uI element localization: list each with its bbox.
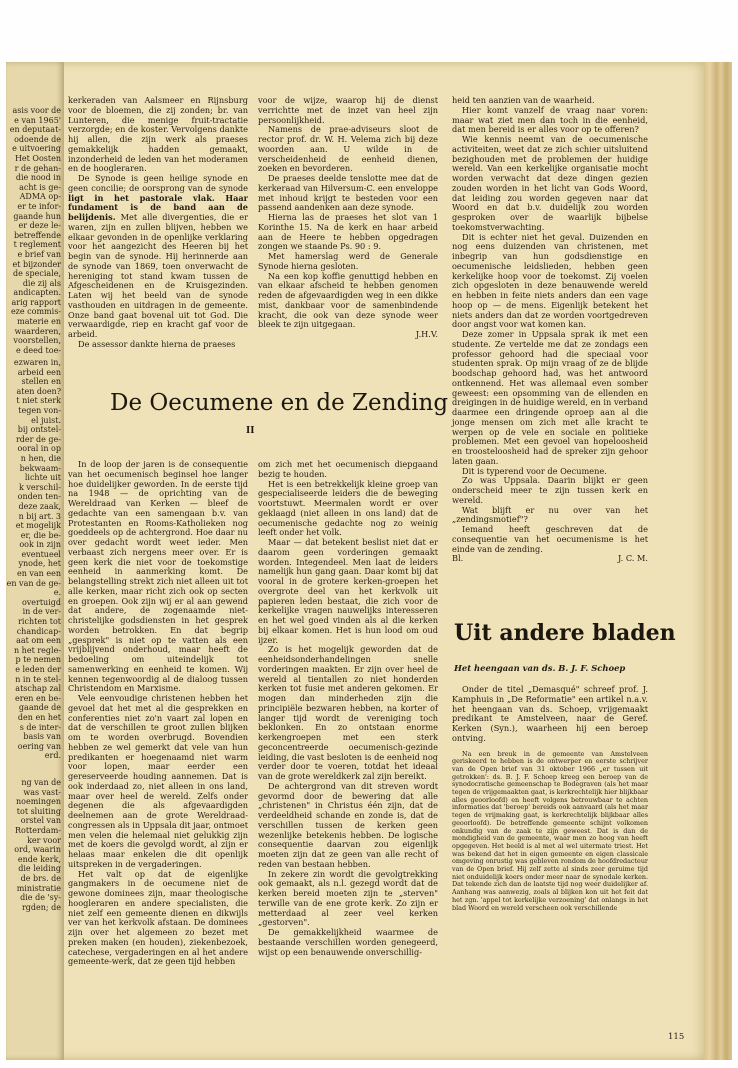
previous-page-line: ooral in op <box>17 444 61 454</box>
previous-page-line: deze zaak, <box>18 501 61 511</box>
previous-page-line: orstel van <box>20 816 61 826</box>
section-title: Uit andere bladen <box>454 620 676 646</box>
synode-report-column-2 <box>258 96 438 340</box>
previous-page-line: ker voor <box>27 835 61 845</box>
paragraph: voor de wijze, waarop hij de dienst verrichtte met de inzet van heel zijn persoonlijkheid. <box>258 95 438 125</box>
previous-page-line: et bijzonder <box>12 259 61 269</box>
previous-page-line: was vast- <box>23 787 61 797</box>
previous-page-line: r de gehan- <box>14 163 61 173</box>
paragraph: Wat blijft er nu over van het „zendingsmotief"? <box>452 504 648 525</box>
previous-page-line: e van 1965' <box>14 115 61 125</box>
book-spine-edge <box>704 62 732 1060</box>
previous-page-line: ezwaren in, <box>13 358 61 367</box>
previous-page-line: Rotterdam- <box>14 825 61 835</box>
previous-page-line: n het regle- <box>13 645 61 655</box>
previous-page-line: de speciale, <box>12 269 61 279</box>
paragraph: Iemand heeft geschreven dat de consequentie van het oecumenisme is het einde van de zending. <box>452 524 648 554</box>
paragraph: De achtergrond van dit streven wordt gevormd door de bewering dat alle „christenen" in Christus één zijn, dat de verdeeldheid schande en zonde is, dat de verschillen tussen de kerken geen wezenlijke betekenis hebben. De logische consequentie daarvan zou eigenlijk moeten zijn dat ze geen van alle recht of reden van bestaan hebben. <box>258 780 438 869</box>
signature-right: J. C. M. <box>617 553 648 564</box>
previous-page-line: richten tot <box>18 617 61 627</box>
previous-page-line: ook in zijn <box>19 540 61 550</box>
previous-page-line: e brief van <box>17 249 61 259</box>
previous-page-line: atschap zal <box>15 684 61 694</box>
previous-page-line: die leiding <box>18 864 61 874</box>
previous-page-line: et mogelijk <box>15 521 61 531</box>
quoted-text: Na een breuk in de gemeente van Amstelveen geriskeerd te hebben is de ontwerper en eerste schrijver van de Open brief van 31 oktober 1966 „er tussen uit getrokken': ds. B. J. F. Schoep kreeg een beroep van de synodocratische gemeenschap te Bodegraven (als het maar tegen de vrijgemaakten gaat, is kerkrechtelijk hier blijkbaar alles geoorloofd) en heeft volgens betrouwbaar te achten informaties dat 'beroep' bereids ook aanvaard (als het maar tegen de vrijmaking gaat, is kerkrechtelijk blijkbaar alles geoorloofd). De betreffende gemeente schijnt volkomen onkundig van de zaak te zijn geweest. Dat is dan de mondigheid van de gemeente, waar men zo hoog van heeft opgegeven. Het beeld is al met al wel uitermate triest. Het was bekend dat het in eigen gemeente en eigen classicale omgeving onrustig was gebleven rondom de hoofdredacteur van de Open brief. Hij zelf zette al sinds zeer geruime tijd niet onduidelijk koers onder meer naar de synodale kerken. Dat tekende zich dan de laatste tijd nog weer duidelijker af. Aanhang was aanwezig, zoals al blijken kon uit het feit dat het zgn. 'appel tot kerkelijke verzoening' dat onlangs in het blad Woord en wereld verscheen ook verschillende <box>452 749 648 912</box>
previous-page-line: ministratie <box>16 883 61 893</box>
previous-page-line: er deze le- <box>18 221 61 231</box>
previous-page-line: p te nemen <box>15 655 61 665</box>
previous-page-line: betreffende <box>13 230 61 240</box>
previous-page-line: tot sluiting <box>16 806 61 816</box>
oecumene-column-1 <box>68 460 248 967</box>
uit-andere-bladen-column <box>452 685 648 912</box>
previous-page-line: rgden; de <box>21 902 61 912</box>
previous-page-line: eventueel <box>21 549 61 559</box>
paragraph: Zo was Uppsala. Daarin blijkt er geen onderscheid meer te zijn tussen kerk en wereld. <box>452 475 648 505</box>
previous-page-line: en van een <box>16 569 61 579</box>
previous-page-edge <box>6 62 64 1060</box>
previous-page-line: er te infor- <box>17 201 61 211</box>
previous-page-line: ng van de <box>21 778 61 787</box>
previous-page-line: n bij art. 3 <box>18 511 61 521</box>
oecumene-column-3 <box>452 96 648 564</box>
previous-page-line: voorstellen, <box>13 336 61 346</box>
previous-page-block-bottom <box>6 778 64 912</box>
previous-page-line: basis van <box>23 732 61 742</box>
paragraph: Wie kennis neemt van de oecumenische activiteiten, weet dat ze zich schier uitsluitend bezighouden met de problemen der huidige wereld. Van een kerkelijke organisatie mocht worden verwacht dat deze dingen gezien zouden worden in het licht van Gods Woord, dat leiding zou worden gegeven naar dat Woord en dat b.v. duidelijk zou worden gesproken over de waarlijk bijbelse toekomstverwachting. <box>452 134 648 232</box>
paragraph: Deze zomer in Uppsala sprak ik met een studente. Ze vertelde me dat ze zondags een professor gehoord had die speciaal voor studenten sprak. Op mijn vraag of ze de blijde boodschap gehoord had, was het antwoord ontkennend. Het was allemaal even somber geweest: een opsomming van de ellenden en dreigingen in de huidige wereld, en in verband daarmee een dringende oproep aan al die jonge mensen om zich met alle kracht te werpen op de vele en sociale en politieke problemen. Met een gevoel van hopeloosheid en troosteloosheid had de spreker zijn gehoor laten gaan. <box>452 329 648 466</box>
paragraph: Hierna las de praeses het slot van 1 Korinthe 15. Na de kerk en haar arbeid aan de Heere te hebben opgedragen zongen we staande Ps. 90 : 9. <box>258 212 438 252</box>
paragraph: om zich met het oecumenisch diepgaand bezig te houden. <box>258 459 438 479</box>
previous-page-line: tegen von- <box>18 405 61 415</box>
previous-page-line: lichte uit <box>24 473 61 483</box>
previous-page-line: bekwaam- <box>19 463 61 473</box>
paragraph: Na een kop koffie genuttigd hebben en van elkaar afscheid te hebben genomen reden de afgevaardigden weg in een dikke mist, dankbaar voor de samenbindende kracht, die ook van deze synode weer bleek te zijn uitgegaan. <box>258 270 438 330</box>
paragraph: Hier komt vanzelf de vraag naar voren: maar wat ziet men dan toch in die eenheid, dat men bereid is er alles voor op te offeren? <box>452 104 648 135</box>
previous-page-line: s de inter- <box>19 722 61 732</box>
paragraph: Het valt op dat de eigenlijke gangmakers in de oecumene niet de gewone dominees zijn, maar theologische hoogleraren en andere specialisten, die niet zelf een gemeente dienen en dikwijls ver van het kerkvolk afstaan. De dominees zijn over het algemeen zo bezet met preken maken (en houden), ziekenbezoek, catechese, vergaderingen en al het andere gemeente-werk, dat ze geen tijd hebben <box>68 868 248 967</box>
signature-left: Bl. <box>452 553 464 564</box>
previous-page-line: e. <box>53 588 61 598</box>
section-subtitle: Het heengaan van ds. B. J. F. Schoep <box>454 663 626 673</box>
previous-page-line: gaande de <box>18 703 61 713</box>
previous-page-line: asis voor de <box>12 106 61 115</box>
previous-page-line: erd. <box>44 751 61 761</box>
previous-page-line: eren en be- <box>15 693 61 703</box>
paragraph: De assessor dankte hierna de praeses <box>78 338 236 349</box>
previous-page-line: oering van <box>17 741 61 751</box>
previous-page-line: odoende de <box>14 134 61 144</box>
previous-page-block-middle <box>6 358 64 761</box>
previous-page-line: onden ten- <box>17 492 61 502</box>
previous-page-line: aten doen? <box>16 386 61 396</box>
previous-page-line: er, die be- <box>20 530 61 540</box>
paragraph: kerkeraden van Aalsmeer en Rijnsburg voor de bloemen, die zij zonden; br. van Lunteren, die menige fruit-tractatie verzorgde; en de koster. Vervolgens dankte hij allen, die zijn werk als praeses gemakkelijk hadden gemaakt, inzonderheid de leden van het moderamen en de hoogleraren. <box>68 95 248 174</box>
paragraph: Dit is echter niet het geval. Duizenden en nog eens duizenden van christenen, met inbegrip van hun godsdienstige en oecumenische leidslieden, hebben geen kerkelijke hoop voor de toekomst. Zij voelen zich opgesloten in deze benauwende wereld en hebben in feite niets anders dan een vage hoop op — de mens. Eigenlijk betekent het niets anders dan dat ze worden voortgedreven door angst voor wat komen kan. <box>452 231 648 330</box>
previous-page-line: eze commis- <box>10 307 61 317</box>
previous-page-line: die zij als <box>22 278 61 288</box>
paragraph: Dit is typerend voor de Oecumene. <box>462 465 607 476</box>
paragraph: heid ten aanzien van de waarheid. <box>452 95 595 105</box>
paragraph: De gemakkelijkheid waarmee de bestaande verschillen worden genegeerd, wijst op een benauwende onverschillig- <box>258 927 438 957</box>
previous-page-line: arig rapport <box>11 297 61 307</box>
previous-page-line: e leden der <box>15 665 61 674</box>
previous-page-line: overtuigd <box>21 597 61 607</box>
previous-page-line: e deed toe- <box>16 345 61 355</box>
previous-page-line: t reglement <box>13 240 61 250</box>
article-part-number: II <box>246 426 255 436</box>
paragraph: Maar — dat betekent beslist niet dat er daarom geen vorderingen gemaakt worden. Integendeel. Men laat de leiders namelijk hun gang gaan. Daar komt bij dat vooral in de grotere kerken-groepen het overgrote deel van het kerkvolk uit papieren leden bestaat, die zich voor de kerkelijke vragen nauwelijks interesseren en het wel goed vinden als al die kerken bij elkaar komen. Het is hun lood om oud ijzer. <box>258 537 438 645</box>
previous-page-line: materie en <box>17 317 61 327</box>
oecumene-column-2 <box>258 460 438 957</box>
previous-page-line: t niet sterk <box>16 396 61 406</box>
paragraph: Namens de prae-adviseurs sloot de rector prof. dr. W. H. Velema zich bij deze woorden aan. U wilde in de verscheidenheid de eenheid dienen, zoeken en bevorderen. <box>258 124 438 174</box>
previous-page-line: chandicap- <box>16 626 61 636</box>
previous-page-line: waarderen, <box>14 326 61 336</box>
previous-page-line: k verschil- <box>18 482 61 492</box>
previous-page-line: in de ver- <box>22 607 61 617</box>
previous-page-line: die nood in <box>15 173 61 183</box>
paragraph: Onder de titel „Demasqué" schreef prof. J. Kamphuis in „De Reformatie" een artikel n.a.v. het heengaan van ds. Schoep, vrijgemaakt predikant te Amstelveen, naar de Geref. Kerken (Syn.), waarheen hij een beroep ontving. <box>452 684 648 743</box>
previous-page-line: en van de ge- <box>6 578 61 588</box>
paragraph: De praeses deelde tenslotte mee dat de kerkeraad van Hilversum-C. een enveloppe met inhoud krijgt te besteden voor een passend aandenken aan deze synode. <box>258 173 438 213</box>
previous-page-line: de brs. de <box>20 873 61 883</box>
previous-page-line: noemingen <box>15 797 61 807</box>
bold-phrase: ligt in het pastorale vlak. Haar fundament is de band aan de belijdenis. <box>68 192 248 222</box>
synode-report-column-1 <box>68 96 248 350</box>
signature: J.H.V. <box>415 329 438 339</box>
previous-page-line: Het Oosten <box>14 153 61 163</box>
previous-page-line: aat om een <box>16 636 61 646</box>
previous-page-line: ADMA op- <box>19 192 61 202</box>
page-number: 115 <box>668 1032 685 1042</box>
previous-page-line: ynode, het <box>18 559 61 569</box>
previous-page-line: acht is ge- <box>19 182 61 192</box>
article-signature <box>452 554 648 564</box>
paragraph: Met hamerslag werd de Generale Synode hierna gesloten. <box>258 251 438 271</box>
previous-page-line: bij ontstel- <box>17 425 61 435</box>
previous-page-line: stellen en <box>21 377 61 387</box>
previous-page-line: gaande hun <box>13 211 61 221</box>
previous-page-line: n hen, die <box>20 453 61 463</box>
paragraph: Vele eenvoudige christenen hebben het gevoel dat het met al die gesprekken en conferenties niet zo'n vaart zal lopen en dat de verschillen te groot zullen blijken om te worden overbrugd. Bovendien hebben ze wel gemerkt dat vele van hun predikanten er hoegenaamd niet warm voor lopen, maar eerder een gereserveerde houding aannemen. Dat is ook inderdaad zo, niet alleen in ons land, maar over heel de wereld. Zelfs onder degenen die als afgevaardigden deelnemen aan de grote Wereldraad-congressen als in Uppsala dit jaar, ontmoet men velen die helemaal niet gelukkig zijn met de koers die gevolgd wordt, al zijn er helaas maar enkelen die dit openlijk uitspreken in de vergaderingen. <box>68 693 248 869</box>
previous-page-line: e uitvoering <box>12 144 61 154</box>
previous-page-block-top <box>6 106 64 355</box>
previous-page-line: rder de ge- <box>15 434 61 444</box>
previous-page-line: el juist. <box>31 415 61 425</box>
previous-page-line: ende kerk, <box>17 854 61 864</box>
previous-page-line: ord, waarin <box>14 845 61 855</box>
previous-page-line: en deputaat- <box>9 125 61 135</box>
previous-page-line: andicapten. <box>13 288 61 298</box>
previous-page-line: n in te stel- <box>15 674 61 684</box>
previous-page-line: den en het <box>17 712 61 722</box>
paragraph: De Synode is geen heilige synode en geen concilie; de oorsprong van de synode ligt in het pastorale vlak. Haar fundament is de band aan de belijdenis. Met alle divergenties, die er waren, zijn en zullen blijven, hebben we elkaar gevonden in de openlijke verklaring voor het aangezicht des Heeren bij het begin van de synode. Hij herinnerde aan de synode van 1869, toen onverwacht de hereniging tot stand kwam tussen de Afgescheidenen en de Kruisgezinden. Laten wij het beeld van de synode vasthouden en uitdragen in de gemeente. Onze band gaat bovenal uit tot God. Die verwaardigde, riep en kracht gaf voor de arbeid. <box>68 173 248 339</box>
article-title: De Oecumene en de Zending <box>110 390 449 416</box>
paragraph: Zo is het mogelijk geworden dat de eenheidsonderhandelingen snelle vorderingen maakten. Er zijn over heel de wereld al tientallen zo niet honderden kerken tot fusie met anderen gekomen. Er mogen dan minderheden zijn die principiële bezwaren hebben, na korter of langer tijd wordt de vereniging toch beklonken. En zo ontstaan enorme kerkengroepen met een sterk geconcentreerde oecumenisch-gezinde leiding, die vast besloten is de eenheid nog verder door te voeren, totdat het ideaal van de grote wereldkerk zal zijn bereikt. <box>258 644 438 781</box>
previous-page-line: arbeid een <box>17 367 61 377</box>
previous-page-line: die de 'sy- <box>20 893 61 903</box>
paragraph: In zekere zin wordt die gevolgtrekking ook gemaakt, als n.l. gezegd wordt dat de kerken bereid moeten zijn te „sterven" terwille van de ene grote kerk. Zo zijn er metterdaad al zeer veel kerken „gestorven". <box>258 868 438 928</box>
paragraph: Het is een betrekkelijk kleine groep van gespecialiseerde leiders die de beweging voortstuwt. Meermalen wordt er over geklaagd (niet alleen in ons land) dat de oecumenische gedachte nog zo weinig leeft onder het volk. <box>258 478 438 538</box>
paragraph: In de loop der jaren is de consequentie van het oecumenisch beginsel hoe langer hoe duidelijker geworden. In de eerste tijd na 1948 — de oprichting van de Wereldraad van Kerken — bleef de gedachte van een samengaan b.v. van Protestanten en Rooms-Katholieken nog goeddeels op de achtergrond. Hoe daar nu over gedacht wordt weet ieder. Men verbaast zich nergens meer over. Er is geen kerk die niet voor de toekomstige eenheid in aanmerking komt. De belangstelling strekt zich niet alleen uit tot alle kerken, maar richt zich ook op secten en groepen. Ook zijn wij er al aan gewend dat andere, de zogenaamde niet-christelijke godsdiensten in het gesprek worden betrokken. En dat begrip „gesprek" is niet op te vatten als een vrijblijvend onderhoud, maar heeft de bedoeling om uiteindelijk tot samenwerking en eenheid te komen. Wij kennen tegenwoordig al de dialoog tussen Christendom en Marxisme. <box>68 459 248 694</box>
